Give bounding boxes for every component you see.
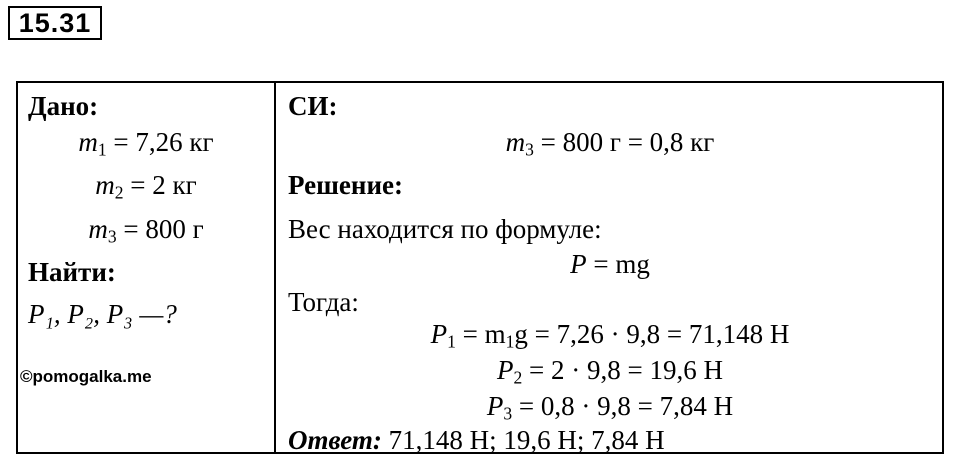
problem-number: 15.31 bbox=[8, 6, 102, 40]
find-line: P₁, P₂, P₃ —? bbox=[28, 299, 177, 329]
solution-table bbox=[16, 81, 944, 454]
answer-label: Ответ: bbox=[288, 425, 382, 455]
find-heading: Найти: bbox=[28, 257, 116, 287]
solution-then: Тогда: bbox=[288, 287, 359, 317]
given-line-3: $m_3 = 800$ г bbox=[88, 214, 204, 247]
solution-heading: Решение: bbox=[288, 170, 403, 200]
given-heading: Дано: bbox=[28, 91, 99, 121]
answer-text: 71,148 Н; 19,6 Н; 7,84 Н bbox=[381, 425, 665, 455]
equation-p1: $P_1 = m_1g = 7,26 \cdot 9,8 = 71,148$ Н bbox=[430, 319, 790, 352]
answer-line bbox=[288, 427, 665, 454]
given-line-1: $m_1 = 7,26$ кг bbox=[78, 127, 214, 160]
si-line: $m_3 = 800$ г = 0,8 кг bbox=[505, 127, 715, 160]
si-heading: СИ: bbox=[288, 91, 338, 121]
equation-p2: $P_2 = 2 \cdot 9,8 = 19,6$ Н bbox=[497, 355, 723, 388]
watermark: ©pomogalka.me bbox=[20, 367, 152, 386]
weight-formula: P = mg bbox=[570, 249, 650, 279]
given-line-2: $m_2 = 2$ кг bbox=[95, 170, 197, 203]
equation-p3: $P_3 = 0,8 \cdot 9,8 = 7,84$ Н bbox=[486, 391, 734, 424]
solution-intro: Вес находится по формуле: bbox=[288, 214, 602, 244]
